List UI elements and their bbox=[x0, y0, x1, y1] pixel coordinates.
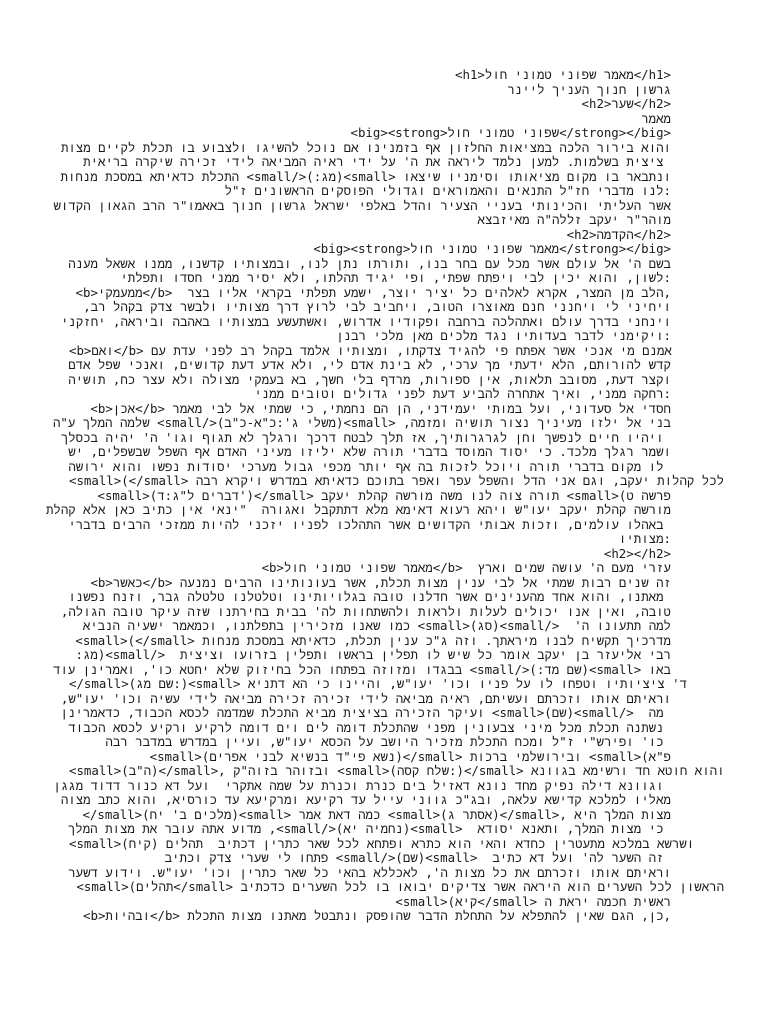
text-line: בני אל ילזו מעיניך נצור תושיה ומזמה, <small>(משלי ג':כ"א-כ"ב)</small> שלמה המלך ע"ה bbox=[52, 415, 671, 430]
text-line: <b>ואם</b> אמנם מי אנכי אשר אפתח פי להגיד צדקתו, ומצותיו אלמד בקהל רב לפני עדת עם bbox=[69, 342, 672, 358]
text-line: :מצותיו bbox=[618, 531, 671, 546]
text-line: מורשה קהלת יעקב יעו"ש ויהא רעוא דאימא מלא דתתקבל ואגורה "ינאי אין כתיב כאן אלא קהלת bbox=[45, 502, 671, 517]
text-line: וראיתם אותו וזכרתם ועשיתם, ראיה מביאה לידי זכירה זכירה מביאה לידי עשיה וכו' יעו"ש, bbox=[60, 690, 671, 706]
text-line: <h2>שער</h2> bbox=[581, 96, 671, 111]
text-line: וקצר דעת, מסובב תלאות, אין ספורות, מרדף בלי חשך, בא בעמקי מצולה ולא עצר כח, תושיה bbox=[68, 371, 671, 387]
text-line: וגוונא דילה נפיק מחד נונא דאזיל בים כנרת וכנרת על שמה אתקרי ועל דא כנור דדוד מגגן bbox=[53, 777, 671, 793]
text-line: קדש להורותם, הלא ידעתי מך ערכי, לא בינת אדם לי, ולא אדע דעת קדושים, ואנכי שפל אדם bbox=[68, 357, 671, 372]
text-line: :לנו מדברי חז"ל התנאים והאמוראים וגדולי הפוסקים הראשונים ז"ל bbox=[224, 183, 671, 198]
text-line: גרשון חנוך העניך ליינר bbox=[507, 81, 671, 97]
text-line: ציצית בשלמות. למען נלמד ליראה את ה' על ידי ראיה המביאה לידי זכירה שיקרה בריאית bbox=[83, 154, 671, 169]
text-line: <small>(ה"ב)</small>, ובזוהר בזוה"ק <small>(שלח קסה:)</small> והוא חוטא חד ורשימא בגוונא bbox=[69, 763, 725, 778]
text-line: לו מקום בדברי תורה ויוכל לזכות בה אף יותר מכפי גבול מערכי יסודות נפשו והוא ירושה bbox=[68, 458, 671, 474]
text-line: <small>(</small> מדרכיך תקשיח לבנו מיראתך. וזה ג"כ ענין תכלת, כדאיתא במסכת מנחות bbox=[75, 632, 671, 648]
text-line: ויהיו חיים לנפשך וחן לגרגרותיך, אז תלך לבטח דרכך ורגלך לא תגוף וגו' ה' יהיה בכסלך bbox=[60, 429, 671, 445]
text-line: אשר העליתי והכינותי בעניי הצעיר והדל באלפי ישראל גרשון חנוך באאמו"ר הרב הגאון הקדוש bbox=[53, 197, 671, 213]
text-line: <big><strong>שפוני טמוני חול</strong></big> bbox=[350, 125, 671, 140]
text-line: ונתבאר בו מקום מציאותו וסימניו שיצאו <small>(מג:)</small> התכלת כדאיתא במסכת מנחות bbox=[60, 168, 671, 184]
text-line: </small>(שם מג:)<small> ד' ציציותיו וטפחו לו על פניו וכו' יעו"ש, והיינו כי הא דתניא bbox=[69, 676, 688, 691]
text-line: ושמר רגלך מלכד. כי יסוד המוסד בדברי תורה שלא יליזו מעיני האדם אף השפל שבשפלים, יש bbox=[68, 444, 671, 459]
text-line: באו <small>(שם מד:)</small> בבגדו ומזוזה בפתחו הכל בחיזוק שלא יחטא כו', ואמרינן עוד bbox=[53, 661, 671, 677]
text-line: מאליו למלכא קדישא עלאה, ובג"כ גווני עייל עד רקיעא ומרקיעא עד כורסיא, והוא כתב מצוה bbox=[60, 792, 671, 807]
text-line: <b>מאמר שפוני טמוני חול</b> עזרי מעם ה' עושה שמים וארץ bbox=[261, 560, 671, 575]
text-line: :רחקה ממני, ואיך אתחרה להביע דעת לפני גדולים וטובים ממני bbox=[254, 386, 671, 401]
text-line: למה תתעונו ה' </small>(סג)<small> כמו שאנו מזכירין בתפלתנו, וכמאמר ישעיה הנביא bbox=[82, 618, 671, 633]
text-line: :ויקימני לדבר בעדותיו נגד מלכים מאן מלכי רבנן bbox=[336, 328, 671, 343]
text-line: <h2>הקדמה</h2> bbox=[566, 226, 671, 242]
text-line: <h1>מאמר שפוני טמוני חול</h1> bbox=[455, 67, 671, 82]
text-line: <big><strong>מאמר שפוני טמוני חול</strong></big> bbox=[313, 241, 671, 256]
text-line: והוא בירור הלכה במציאות החלזון אף בזמנינו אם נוכל להשיגו ולצבוע בו תכלת לקיים מצות bbox=[60, 139, 671, 155]
text-line: בשם ה' אל עולם אשר מכל עם בחר בנו, ותורתו נתן לנו, ובמצותיו קדשנו, ממנו אשאל מענה bbox=[68, 255, 671, 271]
text-line: וינחני בדרך עולם ואתהלכה ברחבה ופקודיו אדרוש, ואשתעשע במצותיו באהבה וביראה, יחזקני bbox=[60, 313, 671, 329]
text-line: וראיתם אותו וזכרתם את כל מצות ה', לאכללא בהאי כל שאר כתרין וכו' יעו"ש. וידוע דשער bbox=[68, 864, 671, 880]
text-line: נשתנה תכלת מכל מיני צבעונין מפני שהתכלת דומה לים וים דומה לרקיע ורקיע לכסא הכבוד bbox=[68, 719, 671, 735]
text-line: ויחיני לי ויחנני חנם מאוצרו הטוב, ויחביב לבי לרוץ דרך מצותיו ולבשר צדק בקהל רב, bbox=[83, 299, 671, 314]
text-line: </small>(מלכים ב' יח)<small> כמה דאת אמר <small>(אסתר ג)</small>, מצות המלך היא bbox=[82, 806, 671, 822]
text-line: מוהר"ר יעקב זללה"ה מאיזבצא bbox=[477, 212, 671, 227]
text-line: <small>(קיא</small> ראשית חכמה יראת ה bbox=[395, 893, 671, 909]
text-line: <b>ממעמקי</b> הלב מן המצר, אקרא לאלהים כל יציר יוצר, ישמע תפלתי בקראי אליו בצר, bbox=[75, 284, 671, 300]
text-line: רבי אליעזר בן יעקב אומר כל שיש לו תפלין בראשו ותפלין בזרועו וציצית </small>(מג: bbox=[75, 647, 671, 662]
text-line: <small>(תהלים</small> הראשון לכל השערים הוא היראה אשר צדיקים יבואו בו לכל השערים כדכתיב bbox=[69, 879, 725, 894]
text-line: <small>(דברים ל"ג:ד')</small> תורה צוה לנו משה מורשה קהלת יעקב <small>(פרשה ט bbox=[97, 487, 671, 503]
text-line: מאמר bbox=[641, 110, 671, 126]
text-line: כו' ופירש"י ז"ל ומכח התכלת מזכיר היושב על הכסא יעו"ש, ועיין במדרש במדבר רבה bbox=[105, 734, 671, 749]
text-line: טובה, ואין אנו יכולים לעלות ולראות ולהשתחוות לה' בבית בחירתנו שזה עיקר טובה הגולה, bbox=[60, 603, 671, 619]
text-line: מה </small>(שם)<small> ועיקר הזכירה בציצית מביא התכלת שמדמה לכסא הכבוד, כדאמרינן bbox=[60, 705, 671, 720]
text-line: מאתנו, והוא אחד מהענינים אשר חדלנו טובה בגלויותינו וטלטלנו טלטלה גבר, וזנח נפשנו bbox=[68, 589, 671, 604]
text-line: <b>ובהיות</b> כן, הגם שאין להתפלא על התחלת הדבר שהופסק ונתבטל מאתנו מצות התכלת, bbox=[83, 908, 671, 923]
text-line: כי מצות המלך, ותאנא יסודא <small>(נחמיה יא)</small>, מדוע אתה עובר את מצות המלך bbox=[67, 821, 671, 836]
document-body bbox=[45, 67, 725, 924]
text-line: <h2></h2> bbox=[603, 545, 671, 561]
text-line: <small>(קיח) ושרשא במלכא מתעטרין כחדא והאי הוא כתרא ופתחא לכל שאר כתרין דכתיב תהלים bbox=[69, 835, 695, 851]
text-line: <small>(</small> לכל קהלות יעקב, וגם אני הדל והשפל עפר ואפר בתוכם כדאיתא במדרש ויקרא רבה bbox=[69, 473, 725, 488]
text-line: באהלו עולמים, וזכות אבותי הקדושים אשר התהלכו לפניו יזכני להיות ממזכי הרבים בדברי bbox=[68, 516, 671, 532]
text-line: <b>אכן</b> חסדי אל סעדוני, ועל במותי יעמידני, הן הם נחמתי, כי שמתי אל לבי מאמר bbox=[90, 400, 671, 416]
text-line: זה השער לה' ועל דא כתיב <small>(שם)</small> פתחו לי שערי צדק וכתיב bbox=[164, 850, 671, 865]
text-line: :לשון, והוא יכין לבי ויפתח שפתי, ופי יגיד תהלתו, ולא יסיר ממני חסדו ותפלתי bbox=[120, 270, 671, 285]
text-line: <small>(נשא פי"ד בנשיא לבני אפרים)</small> ובירושלמי ברכות <small>(פ"א bbox=[149, 748, 671, 764]
text-line: <b>כאשר</b> זה שנים רבות שמתי אל לבי ענין מצות תכלת, אשר בעונותינו הרבים נמנעה bbox=[90, 574, 671, 590]
